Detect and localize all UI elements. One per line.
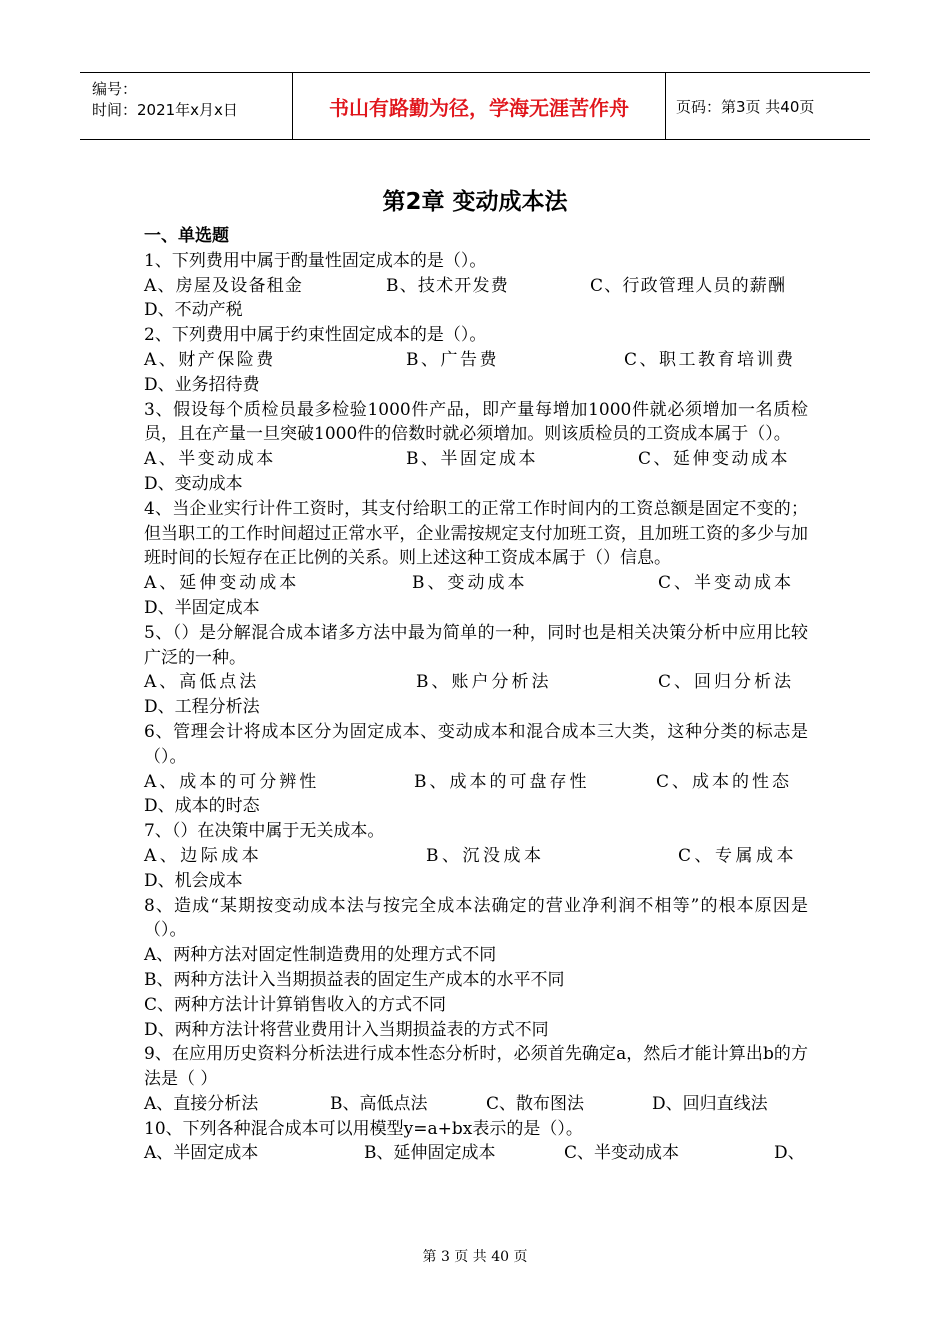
time-label: 时间：2021年x月x日 bbox=[92, 101, 238, 119]
document-title: 第2章 变动成本法 bbox=[382, 189, 568, 215]
page-footer: 第 3 页 共 40 页 bbox=[422, 1249, 528, 1265]
question-text: 10、下列各种混合成本可以用模型y=a+bx表示的是（）。 bbox=[144, 1118, 583, 1139]
header-meta bbox=[80, 73, 293, 140]
option-row bbox=[144, 348, 808, 373]
option: B、半固定成本 bbox=[406, 449, 538, 470]
option: B、账户分析法 bbox=[416, 672, 552, 693]
option: B、两种方法计入当期损益表的固定生产成本的水平不同 bbox=[144, 969, 565, 990]
option: C、成本的性态 bbox=[656, 771, 793, 792]
option: A、成本的可分辨性 bbox=[144, 771, 320, 792]
option: B、广告费 bbox=[406, 349, 499, 370]
option: D、回归直线法 bbox=[652, 1093, 768, 1114]
page-label: 页码：第3页 共40页 bbox=[666, 73, 871, 140]
option: D、工程分析法 bbox=[144, 697, 260, 718]
option: B、成本的可盘存性 bbox=[414, 771, 590, 792]
option-row bbox=[144, 1141, 808, 1166]
question-text: 6、管理会计将成本区分为固定成本、变动成本和混合成本三大类，这种分类的标志是（）。 bbox=[144, 721, 808, 767]
option: D、业务招待费 bbox=[144, 374, 260, 395]
question-text: 2、下列费用中属于约束性固定成本的是（）。 bbox=[144, 325, 487, 346]
option: A、延伸变动成本 bbox=[144, 573, 300, 594]
question-text: 8、造成“某期按变动成本法与按完全成本法确定的营业净利润不相等”的根本原因是（）。 bbox=[144, 895, 808, 941]
option-row bbox=[144, 274, 808, 299]
option: B、沉没成本 bbox=[426, 845, 545, 866]
option: C、回归分析法 bbox=[658, 672, 795, 693]
option: D、 bbox=[774, 1143, 805, 1164]
option: A、半变动成本 bbox=[144, 449, 276, 470]
option-row bbox=[144, 844, 808, 869]
question-text: 4、当企业实行计件工资时，其支付给职工的正常工作时间内的工资总额是固定不变的；但当职工的工作时间超过正常水平，企业需按规定支付加班工资，且加班工资的多少与加班时间的长短存在正比例的关系。则上述这种工资成本属于（）信息。 bbox=[144, 498, 808, 569]
option: B、延伸固定成本 bbox=[364, 1143, 496, 1164]
option: C、延伸变动成本 bbox=[638, 449, 791, 470]
section-heading: 一、单选题 bbox=[144, 226, 229, 246]
option: D、不动产税 bbox=[144, 300, 243, 321]
option: B、高低点法 bbox=[330, 1093, 428, 1114]
option: D、成本的时态 bbox=[144, 796, 260, 817]
option: A、财产保险费 bbox=[144, 349, 276, 370]
question-text: 7、（）在决策中属于无关成本。 bbox=[144, 821, 385, 842]
question-text: 9、在应用历史资料分析法进行成本性态分析时，必须首先确定a，然后才能计算出b的方法是（ ） bbox=[144, 1044, 808, 1090]
option: C、职工教育培训费 bbox=[624, 349, 796, 370]
option: C、散布图法 bbox=[486, 1093, 585, 1114]
option: A、直接分析法 bbox=[144, 1093, 259, 1114]
option-row bbox=[144, 571, 808, 596]
option: A、边际成本 bbox=[144, 845, 263, 866]
option: C、半变动成本 bbox=[658, 573, 795, 594]
option: D、变动成本 bbox=[144, 473, 243, 494]
option: D、两种方法计将营业费用计入当期损益表的方式不同 bbox=[144, 1019, 549, 1040]
option: A、半固定成本 bbox=[144, 1143, 259, 1164]
option: C、半变动成本 bbox=[564, 1143, 680, 1164]
option: D、机会成本 bbox=[144, 870, 243, 891]
option-row bbox=[144, 1092, 808, 1117]
option: A、房屋及设备租金 bbox=[144, 275, 304, 296]
option-row bbox=[144, 447, 808, 472]
option-row bbox=[144, 770, 808, 795]
option: A、两种方法对固定性制造费用的处理方式不同 bbox=[144, 945, 497, 966]
page-header bbox=[80, 72, 870, 140]
question-text: 3、假设每个质检员最多检验1000件产品，即产量每增加1000件就必须增加一名质检员，且在产量一旦突破1000件的倍数时就必须增加。则该质检员的工资成本属于（）。 bbox=[144, 399, 808, 445]
option: C、专属成本 bbox=[678, 845, 798, 866]
question-text: 1、下列费用中属于酌量性固定成本的是（）。 bbox=[144, 250, 487, 271]
option: B、变动成本 bbox=[412, 573, 528, 594]
option: C、行政管理人员的薪酬 bbox=[590, 275, 787, 296]
option: D、半固定成本 bbox=[144, 597, 260, 618]
question-text: 5、（）是分解混合成本诸多方法中最为简单的一种，同时也是相关决策分析中应用比较广泛的一种。 bbox=[144, 622, 808, 668]
motto: 书山有路勤为径，学海无涯苦作舟 bbox=[293, 73, 666, 140]
option: B、技术开发费 bbox=[386, 275, 509, 296]
number-label: 编号： bbox=[92, 80, 138, 98]
option-row bbox=[144, 670, 808, 695]
question-list bbox=[144, 224, 808, 1166]
option: A、高低点法 bbox=[144, 672, 260, 693]
option: C、两种方法计计算销售收入的方式不同 bbox=[144, 994, 447, 1015]
